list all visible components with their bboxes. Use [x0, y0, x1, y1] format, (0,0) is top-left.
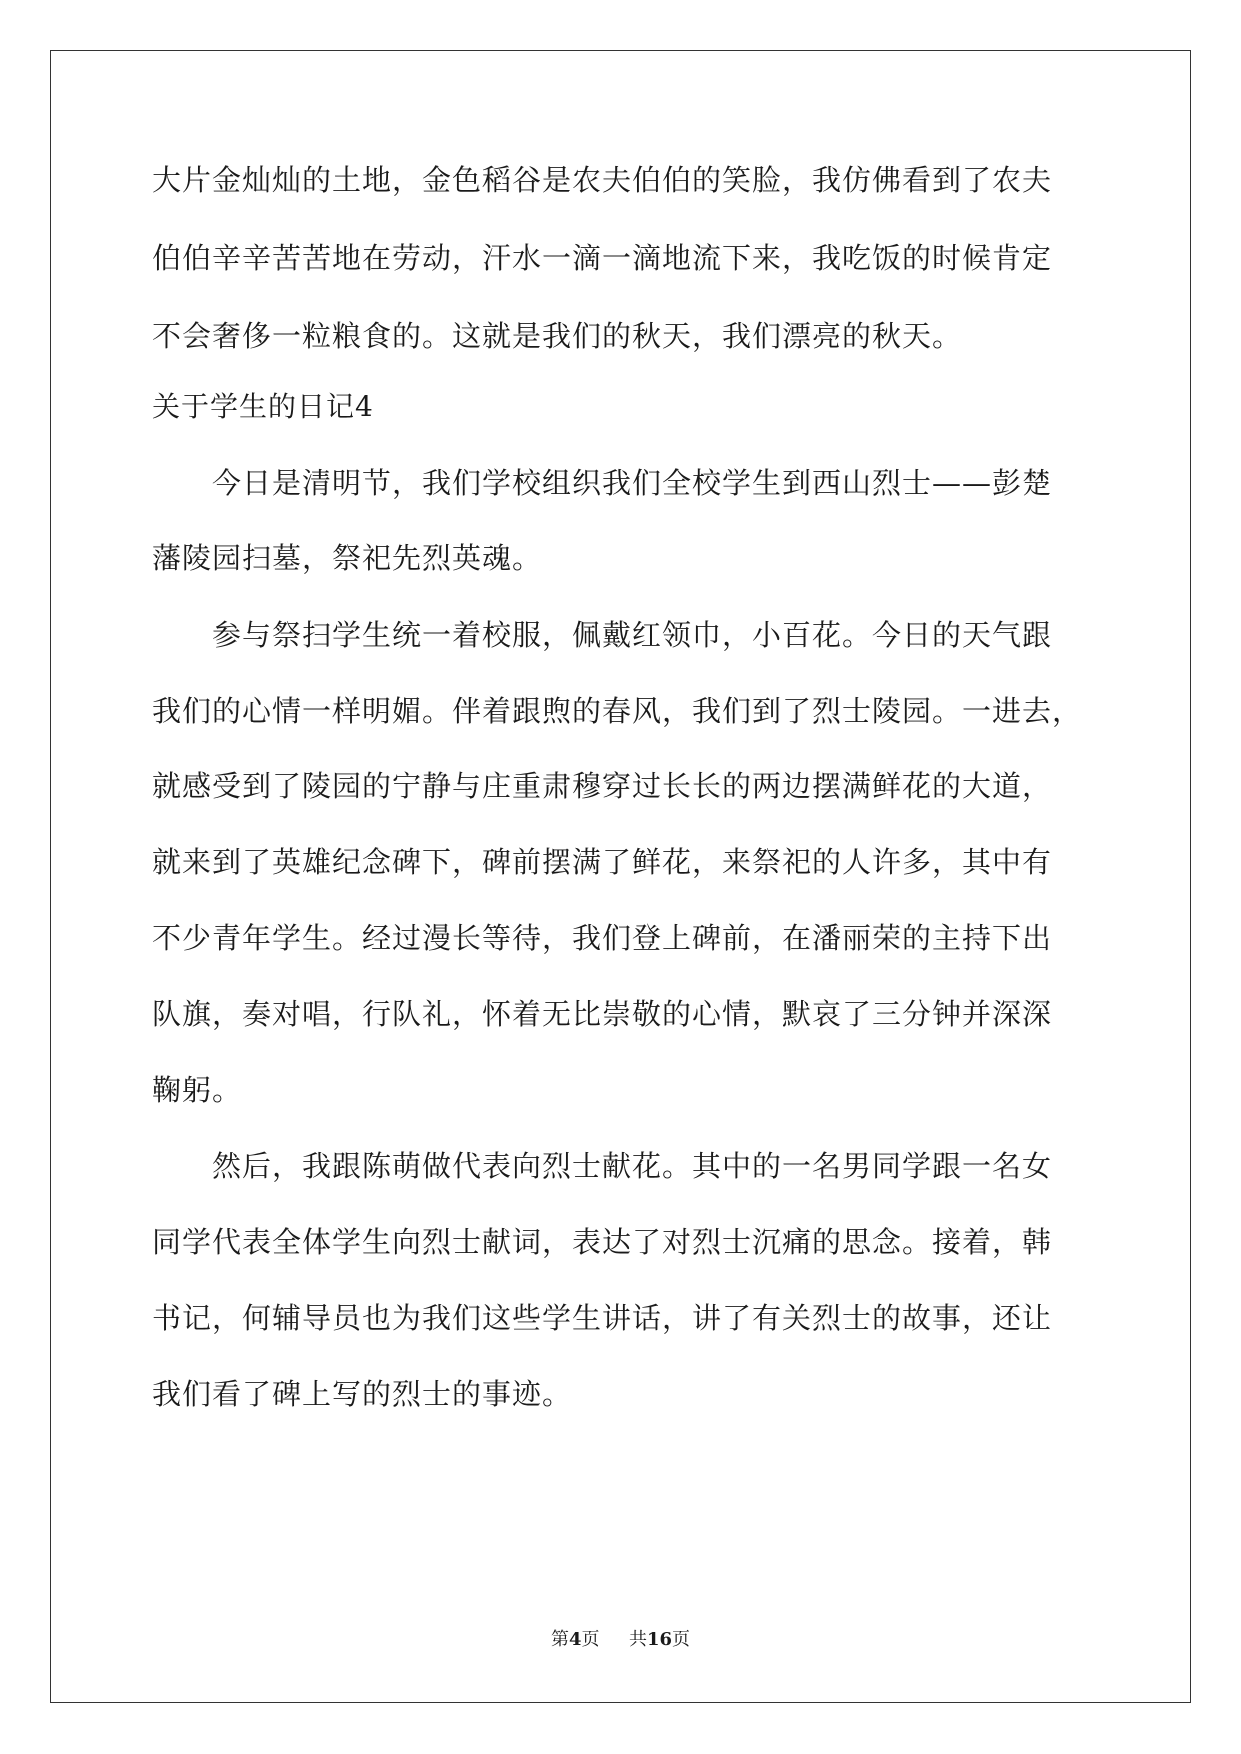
text-line: 不会奢侈一粒粮食的。这就是我们的秋天，我们漂亮的秋天。 [152, 319, 963, 353]
text-line: 我们的心情一样明媚。伴着跟煦的春风，我们到了烈士陵园。一进去， [152, 694, 1083, 728]
page-number: 4 [568, 1629, 582, 1650]
text-line: 不少青年学生。经过漫长等待，我们登上碑前，在潘丽荣的主持下出 [152, 921, 1053, 955]
text-line: 然后，我跟陈萌做代表向烈士献花。其中的一名男同学跟一名女 [212, 1149, 1053, 1183]
text-line: 我们看了碑上写的烈士的事迹。 [152, 1377, 573, 1411]
text-line: 就来到了英雄纪念碑下，碑前摆满了鲜花，来祭祀的人许多，其中有 [152, 845, 1053, 879]
page-suffix: 页 [581, 1629, 600, 1650]
text-line: 藩陵园扫墓，祭祀先烈英魂。 [152, 541, 543, 575]
text-line: 参与祭扫学生统一着校服，佩戴红领巾，小百花。今日的天气跟 [212, 618, 1053, 652]
text-line: 书记，何辅导员也为我们这些学生讲话，讲了有关烈士的故事，还让 [152, 1301, 1053, 1335]
page-prefix: 第 [550, 1629, 569, 1650]
text-line: 鞠躬。 [152, 1073, 243, 1107]
total-prefix: 共 [628, 1629, 647, 1650]
page-footer [0, 1625, 1241, 1651]
text-line: 同学代表全体学生向烈士献词，表达了对烈士沉痛的思念。接着，韩 [152, 1225, 1053, 1259]
text-line: 今日是清明节，我们学校组织我们全校学生到西山烈士——彭楚 [212, 466, 1053, 500]
text-line: 大片金灿灿的土地，金色稻谷是农夫伯伯的笑脸，我仿佛看到了农夫 [152, 163, 1053, 197]
text-line: 队旗，奏对唱，行队礼，怀着无比崇敬的心情，默哀了三分钟并深深 [152, 997, 1053, 1031]
total-suffix: 页 [672, 1629, 691, 1650]
text-line: 伯伯辛辛苦苦地在劳动，汗水一滴一滴地流下来，我吃饭的时候肯定 [152, 241, 1053, 275]
text-line: 就感受到了陵园的宁静与庄重肃穆穿过长长的两边摆满鲜花的大道， [152, 769, 1053, 803]
total-pages: 16 [646, 1629, 673, 1650]
section-heading: 关于学生的日记4 [152, 390, 374, 423]
